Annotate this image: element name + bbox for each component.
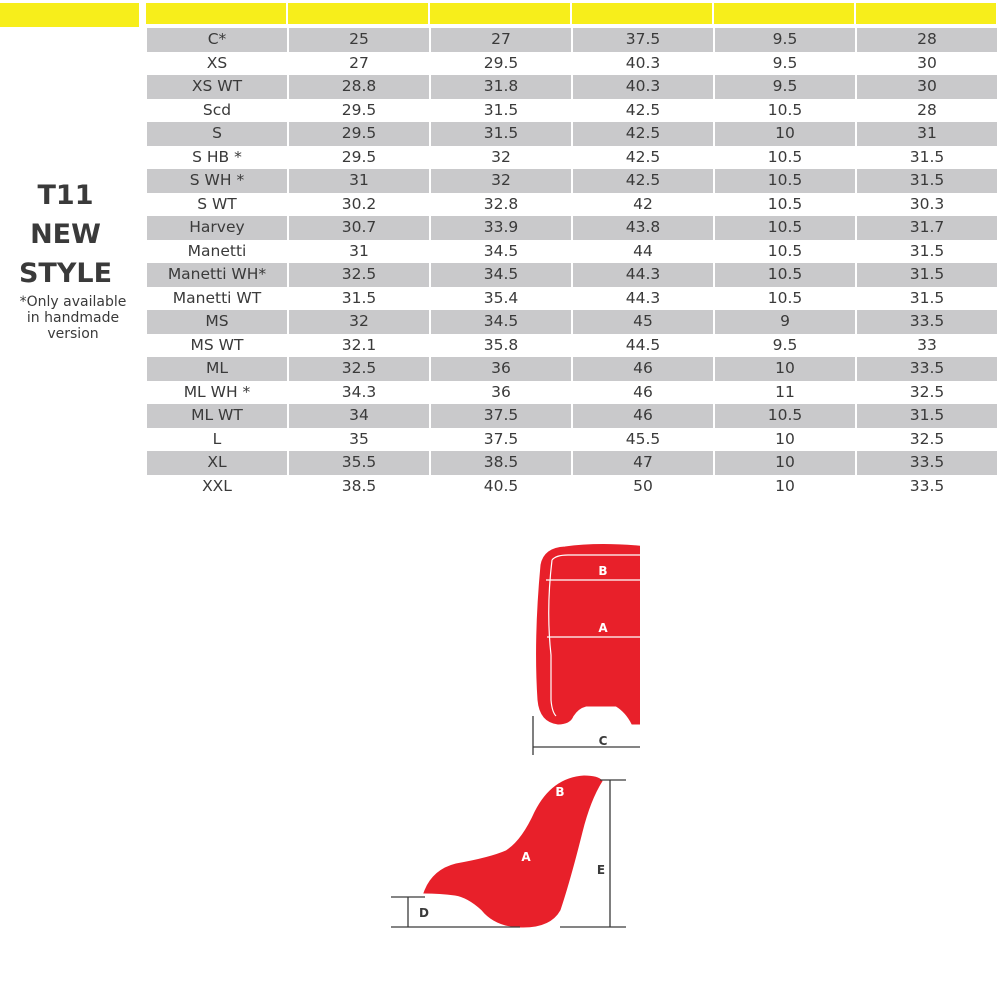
measurement-cell: 10 xyxy=(715,451,855,475)
measurement-cell: 25 xyxy=(289,28,429,52)
measurement-cell: 31.5 xyxy=(909,241,945,260)
measurement-cell: 31.5 xyxy=(341,288,377,307)
measurement-cell: 28.8 xyxy=(289,75,429,99)
size-name-cell: Manetti xyxy=(187,241,247,260)
size-table xyxy=(145,28,999,498)
model-title-line1: T11 xyxy=(37,180,94,211)
table-row xyxy=(147,240,997,264)
model-title xyxy=(0,176,131,293)
measurement-cell: 31.5 xyxy=(857,169,997,193)
measurement-cell: 10.5 xyxy=(715,404,855,428)
measurement-cell: 46 xyxy=(633,382,653,401)
table-row xyxy=(147,52,997,76)
measurement-cell: 35.8 xyxy=(483,335,519,354)
size-name-cell: S WH * xyxy=(147,169,287,193)
table-row xyxy=(147,122,997,146)
table-row xyxy=(147,451,997,475)
measurement-cell: 30 xyxy=(857,75,997,99)
seat-dimension-diagram xyxy=(380,540,640,940)
measurement-cell: 50 xyxy=(633,476,653,495)
measurement-cell: 35.5 xyxy=(289,451,429,475)
measurement-cell: 37.5 xyxy=(573,28,713,52)
measurement-cell: 32.5 xyxy=(909,429,945,448)
size-name-cell: L xyxy=(212,429,222,448)
measurement-cell: 37.5 xyxy=(483,429,519,448)
measurement-cell: 10.5 xyxy=(715,216,855,240)
measurement-cell: 38.5 xyxy=(341,476,377,495)
label-a-side: A xyxy=(521,850,531,864)
measurement-cell: 30 xyxy=(917,53,937,72)
measurement-cell: 9.5 xyxy=(772,53,798,72)
table-header xyxy=(146,3,996,24)
header-cell xyxy=(856,3,996,24)
measurement-cell: 42.5 xyxy=(625,100,661,119)
size-name-cell: MS xyxy=(147,310,287,334)
measurement-cell: 9.5 xyxy=(772,335,798,354)
measurement-cell: 35 xyxy=(349,429,369,448)
measurement-cell: 32.5 xyxy=(289,357,429,381)
seat-side-shape xyxy=(424,776,602,927)
measurement-cell: 32 xyxy=(431,169,571,193)
header-cell xyxy=(572,3,712,24)
measurement-cell: 29.5 xyxy=(341,147,377,166)
model-title-line3: STYLE xyxy=(18,258,113,289)
measurement-cell: 10 xyxy=(715,122,855,146)
measurement-cell: 27 xyxy=(349,53,369,72)
measurement-cell: 31.5 xyxy=(909,147,945,166)
measurement-cell: 40.3 xyxy=(625,53,661,72)
measurement-cell: 32.5 xyxy=(909,382,945,401)
label-e: E xyxy=(596,863,606,877)
availability-note xyxy=(0,294,146,342)
measurement-cell: 31.8 xyxy=(431,75,571,99)
table-row xyxy=(147,310,997,334)
measurement-cell: 32.1 xyxy=(341,335,377,354)
measurement-cell: 46 xyxy=(573,404,713,428)
size-name-cell: C* xyxy=(147,28,287,52)
table-row xyxy=(147,216,997,240)
label-b-side: B xyxy=(555,785,565,799)
measurement-cell: 33.9 xyxy=(431,216,571,240)
size-name-cell: XS xyxy=(206,53,228,72)
measurement-cell: 40.5 xyxy=(483,476,519,495)
table-row xyxy=(147,404,997,428)
table-row xyxy=(147,334,997,358)
table-row xyxy=(147,193,997,217)
measurement-cell: 45.5 xyxy=(625,429,661,448)
size-name-cell: XXL xyxy=(202,476,232,495)
note-line2: in handmade xyxy=(26,310,120,326)
measurement-cell: 42.5 xyxy=(573,122,713,146)
note-line1: *Only available xyxy=(19,294,127,310)
measurement-cell: 10.5 xyxy=(767,100,803,119)
measurement-cell: 33 xyxy=(917,335,937,354)
measurement-cell: 28 xyxy=(917,100,937,119)
measurement-cell: 29.5 xyxy=(289,122,429,146)
measurement-cell: 10 xyxy=(715,357,855,381)
label-d: D xyxy=(419,906,429,920)
label-b-front: B xyxy=(598,564,608,578)
measurement-cell: 27 xyxy=(431,28,571,52)
measurement-cell: 29.5 xyxy=(341,100,377,119)
measurement-cell: 44.5 xyxy=(625,335,661,354)
measurement-cell: 34.5 xyxy=(431,263,571,287)
measurement-cell: 32 xyxy=(491,147,511,166)
measurement-cell: 31.5 xyxy=(483,100,519,119)
measurement-cell: 37.5 xyxy=(431,404,571,428)
measurement-cell: 34.3 xyxy=(341,382,377,401)
table-row xyxy=(147,287,997,311)
size-name-cell: Manetti WT xyxy=(172,288,262,307)
table-row xyxy=(147,357,997,381)
header-cell xyxy=(430,3,570,24)
measurement-cell: 29.5 xyxy=(483,53,519,72)
measurement-cell: 10.5 xyxy=(767,288,803,307)
measurement-cell: 36 xyxy=(431,357,571,381)
measurement-cell: 10.5 xyxy=(767,241,803,260)
measurement-cell: 42 xyxy=(633,194,653,213)
size-name-cell: Harvey xyxy=(147,216,287,240)
table-row xyxy=(147,169,997,193)
seat-side-view xyxy=(391,776,626,927)
measurement-cell: 32.5 xyxy=(289,263,429,287)
measurement-cell: 28 xyxy=(857,28,997,52)
measurement-cell: 35.4 xyxy=(483,288,519,307)
model-title-line2: NEW xyxy=(30,219,101,250)
measurement-cell: 9.5 xyxy=(715,28,855,52)
size-name-cell: S WT xyxy=(197,194,237,213)
measurement-cell: 44 xyxy=(633,241,653,260)
table-row xyxy=(147,75,997,99)
measurement-cell: 10.5 xyxy=(715,263,855,287)
measurement-cell: 30.2 xyxy=(341,194,377,213)
measurement-cell: 10.5 xyxy=(767,147,803,166)
measurement-cell: 44.3 xyxy=(573,263,713,287)
measurement-cell: 10 xyxy=(775,429,795,448)
measurement-cell: 10 xyxy=(775,476,795,495)
size-name-cell: XL xyxy=(147,451,287,475)
table-row xyxy=(147,28,997,52)
measurement-cell: 45 xyxy=(573,310,713,334)
table-row xyxy=(147,475,997,499)
size-name-cell: ML WH * xyxy=(183,382,251,401)
measurement-cell: 31.7 xyxy=(857,216,997,240)
table-row xyxy=(147,263,997,287)
label-a-front: A xyxy=(598,621,608,635)
measurement-cell: 44.3 xyxy=(625,288,661,307)
measurement-cell: 11 xyxy=(775,382,795,401)
size-name-cell: ML WT xyxy=(147,404,287,428)
table-row xyxy=(147,381,997,405)
measurement-cell: 33.5 xyxy=(857,357,997,381)
measurement-cell: 31 xyxy=(289,169,429,193)
seat-front-shape xyxy=(537,545,640,725)
measurement-cell: 9 xyxy=(715,310,855,334)
measurement-cell: 10.5 xyxy=(715,169,855,193)
header-cell xyxy=(146,3,286,24)
header-cell xyxy=(714,3,854,24)
size-name-cell: ML xyxy=(147,357,287,381)
measurement-cell: 46 xyxy=(573,357,713,381)
measurement-cell: 31.5 xyxy=(431,122,571,146)
table-row xyxy=(147,428,997,452)
measurement-cell: 34.5 xyxy=(431,310,571,334)
size-name-cell: MS WT xyxy=(190,335,244,354)
note-line3: version xyxy=(47,326,99,342)
measurement-cell: 31 xyxy=(349,241,369,260)
size-name-cell: S HB * xyxy=(192,147,242,166)
size-name-cell: XS WT xyxy=(147,75,287,99)
measurement-cell: 31.5 xyxy=(857,263,997,287)
measurement-cell: 36 xyxy=(491,382,511,401)
measurement-cell: 40.3 xyxy=(573,75,713,99)
size-name-cell: Manetti WH* xyxy=(147,263,287,287)
seat-front-view xyxy=(533,545,640,756)
measurement-cell: 31.5 xyxy=(857,404,997,428)
measurement-cell: 33.5 xyxy=(909,476,945,495)
header-band-left xyxy=(0,3,139,27)
measurement-cell: 32.8 xyxy=(483,194,519,213)
measurement-cell: 38.5 xyxy=(431,451,571,475)
table-row xyxy=(147,99,997,123)
header-cell xyxy=(288,3,428,24)
measurement-cell: 33.5 xyxy=(857,310,997,334)
measurement-cell: 34.5 xyxy=(483,241,519,260)
size-name-cell: S xyxy=(147,122,287,146)
measurement-cell: 32 xyxy=(289,310,429,334)
measurement-cell: 30.7 xyxy=(289,216,429,240)
measurement-cell: 42.5 xyxy=(573,169,713,193)
measurement-cell: 30.3 xyxy=(909,194,945,213)
measurement-cell: 10.5 xyxy=(767,194,803,213)
measurement-cell: 47 xyxy=(573,451,713,475)
measurement-cell: 9.5 xyxy=(715,75,855,99)
measurement-cell: 34 xyxy=(289,404,429,428)
measurement-cell: 42.5 xyxy=(625,147,661,166)
measurement-cell: 31 xyxy=(857,122,997,146)
label-c: C xyxy=(598,734,608,748)
table-row xyxy=(147,146,997,170)
measurement-cell: 33.5 xyxy=(857,451,997,475)
measurement-cell: 43.8 xyxy=(573,216,713,240)
size-name-cell: Scd xyxy=(202,100,232,119)
measurement-cell: 31.5 xyxy=(909,288,945,307)
